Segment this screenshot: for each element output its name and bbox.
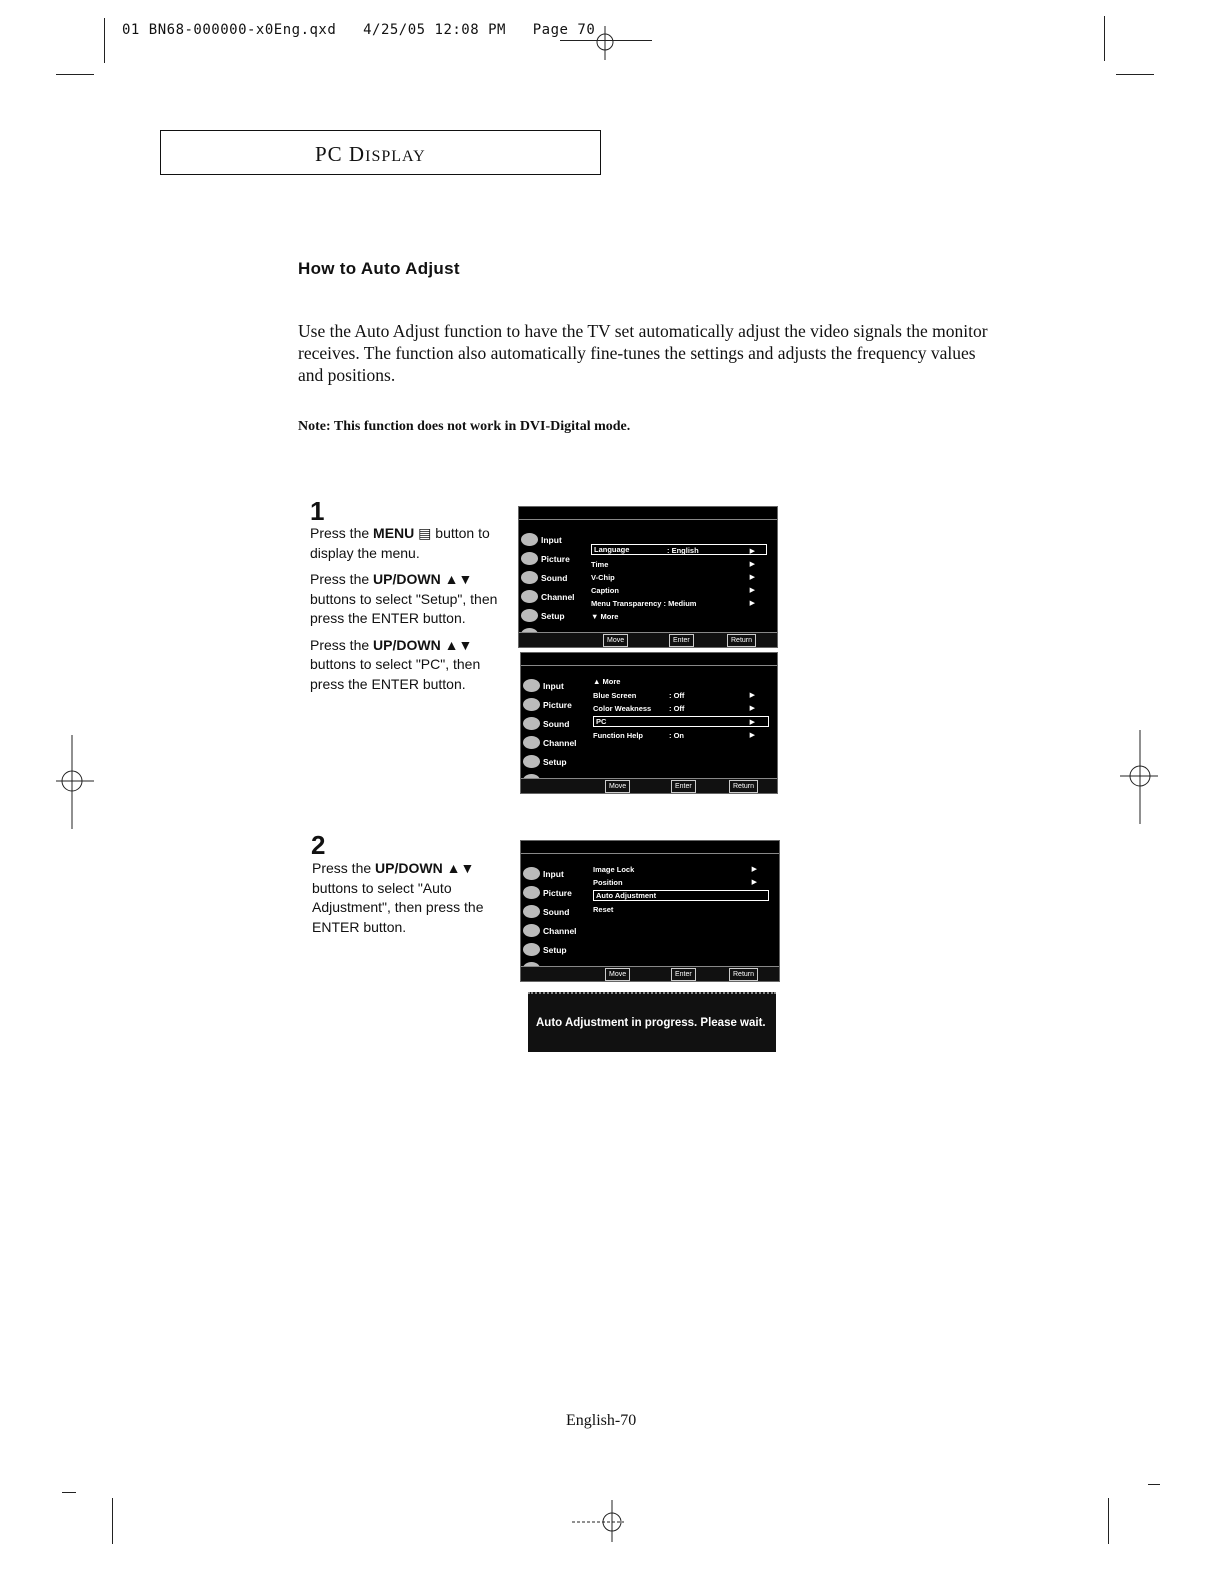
picture-icon [523, 886, 540, 899]
picture-icon [523, 698, 540, 711]
menu-item-time: Time [591, 560, 609, 569]
sidebar-item-sound: Sound [523, 717, 569, 730]
crop-mark [1148, 1484, 1160, 1485]
sidebar-item-sound: Sound [521, 571, 567, 584]
menu-item-color-weakness: Color Weakness [593, 704, 652, 713]
submenu-arrow-icon: ▶ [749, 548, 755, 555]
channel-icon [523, 924, 540, 937]
crop-mark [112, 1498, 113, 1544]
input-icon [521, 533, 538, 546]
setup-icon [521, 609, 538, 622]
print-slug [122, 22, 595, 38]
intro-paragraph: Use the Auto Adjust function to have the TV set automatically adjust the video signals the monitor receives. The function also automatically fine-tunes the settings and adjusts the frequency values and positions. [298, 321, 988, 385]
channel-icon [521, 590, 538, 603]
sidebar-item-input: Input [523, 867, 564, 880]
screen-bottombar [519, 632, 777, 647]
menu-item-image-lock: Image Lock [593, 865, 635, 874]
picture-icon [521, 552, 538, 565]
menu-icon: ▤ [418, 525, 432, 541]
enter-button: Enter [671, 968, 696, 981]
menu-item-auto-adjustment: Auto Adjustment [593, 890, 769, 901]
tv-menu-screen-setup [518, 506, 778, 648]
submenu-arrow-icon: ▶ [749, 719, 755, 726]
return-button: Return [727, 634, 756, 647]
move-button: Move [603, 634, 628, 647]
menu-item-position: Position [593, 878, 623, 887]
page-number: English-70 [566, 1412, 637, 1429]
sidebar-item-channel: Channel [521, 590, 575, 603]
sidebar-item-sound: Sound [523, 905, 569, 918]
progress-message: Auto Adjustment in progress. Please wait. [536, 1017, 766, 1029]
return-button: Return [729, 780, 758, 793]
up-down-arrows-icon: ▲▼ [444, 636, 473, 653]
step-paragraph: Press the UP/DOWN ▲▼ buttons to select "Setup", then press the ENTER button. [310, 571, 498, 626]
menu-item-more-up: ▲ More [593, 677, 621, 686]
registration-mark-icon [56, 735, 96, 830]
sound-icon [521, 571, 538, 584]
menu-item-pc: PC [593, 716, 769, 727]
step-number: 2 [311, 830, 326, 860]
input-icon [523, 867, 540, 880]
submenu-arrow-icon: ▶ [751, 866, 757, 873]
sidebar-item-setup: Setup [521, 609, 565, 622]
crop-mark [56, 74, 94, 75]
setup-icon [523, 755, 540, 768]
sound-icon [523, 905, 540, 918]
menu-item-transparency: Menu Transparency : Medium [591, 599, 697, 608]
menu-item-more: ▼ More [591, 612, 619, 621]
sidebar-item-setup: Setup [523, 943, 567, 956]
menu-item-caption: Caption [591, 586, 619, 595]
menu-item-language: Language [591, 544, 767, 555]
sidebar-item-setup: Setup [523, 755, 567, 768]
slug-file: 01 BN68-000000-x0Eng.qxd [122, 22, 337, 38]
crop-mark [1108, 1498, 1109, 1544]
sidebar-item-picture: Picture [523, 886, 572, 899]
tv-menu-screen-pc [520, 840, 780, 982]
registration-mark-icon [1118, 730, 1158, 825]
step-paragraph: Press the UP/DOWN ▲▼ buttons to select "PC", then press the ENTER button. [310, 636, 481, 692]
menu-item-blue-screen: Blue Screen [593, 691, 637, 700]
crop-mark [104, 18, 105, 63]
sidebar-item-picture: Picture [521, 552, 570, 565]
submenu-arrow-icon: ▶ [749, 705, 755, 712]
menu-value: : Off [669, 704, 685, 713]
crop-mark [1116, 74, 1154, 75]
submenu-arrow-icon: ▶ [749, 587, 755, 594]
menu-item-function-help: Function Help [593, 731, 643, 740]
menu-value: : On [669, 731, 684, 740]
step-instructions [310, 524, 510, 694]
menu-value: : English [667, 546, 699, 555]
submenu-arrow-icon: ▶ [749, 574, 755, 581]
registration-mark-icon [590, 22, 620, 62]
screen-bottombar [521, 966, 779, 981]
channel-icon [523, 736, 540, 749]
registration-mark-icon [568, 1498, 628, 1544]
screen-sidebar [521, 665, 589, 779]
crop-mark [62, 1492, 76, 1493]
step-paragraph: Press the UP/DOWN ▲▼ buttons to select "Auto Adjustment", then press the ENTER button. [312, 860, 484, 935]
sidebar-item-channel: Channel [523, 924, 577, 937]
input-icon [523, 679, 540, 692]
sidebar-item-channel: Channel [523, 736, 577, 749]
sidebar-item-input: Input [521, 533, 562, 546]
screen-bottombar [521, 778, 777, 793]
submenu-arrow-icon: ▶ [749, 692, 755, 699]
submenu-arrow-icon: ▶ [749, 732, 755, 739]
screen-sidebar [521, 853, 589, 967]
return-button: Return [729, 968, 758, 981]
step-number: 1 [310, 496, 325, 526]
step-instructions [312, 859, 502, 937]
enter-button: Enter [669, 634, 694, 647]
crop-mark [1104, 16, 1105, 61]
submenu-arrow-icon: ▶ [751, 879, 757, 886]
screen-sidebar [519, 519, 587, 633]
up-down-arrows-icon: ▲▼ [444, 571, 473, 587]
auto-adjust-progress-box [528, 992, 776, 1052]
move-button: Move [605, 968, 630, 981]
submenu-arrow-icon: ▶ [749, 561, 755, 568]
tv-menu-screen-setup-more [520, 652, 778, 794]
step-paragraph: Press the MENU ▤ button to display the menu. [310, 525, 490, 561]
note-text: Note: This function does not work in DVI-Digital mode. [298, 419, 631, 434]
menu-item-reset: Reset [593, 905, 614, 914]
section-title: PC DISPLAY [315, 142, 426, 166]
setup-icon [523, 943, 540, 956]
sidebar-item-input: Input [523, 679, 564, 692]
submenu-arrow-icon: ▶ [749, 600, 755, 607]
menu-item-vchip: V-Chip [591, 573, 615, 582]
move-button: Move [605, 780, 630, 793]
slug-datetime: 4/25/05 12:08 PM [363, 22, 506, 38]
menu-value: : Off [669, 691, 685, 700]
page-heading: How to Auto Adjust [298, 259, 460, 278]
sound-icon [523, 717, 540, 730]
slug-page: Page 70 [532, 22, 596, 38]
enter-button: Enter [671, 780, 696, 793]
up-down-arrows-icon: ▲▼ [446, 860, 475, 876]
sidebar-item-picture: Picture [523, 698, 572, 711]
